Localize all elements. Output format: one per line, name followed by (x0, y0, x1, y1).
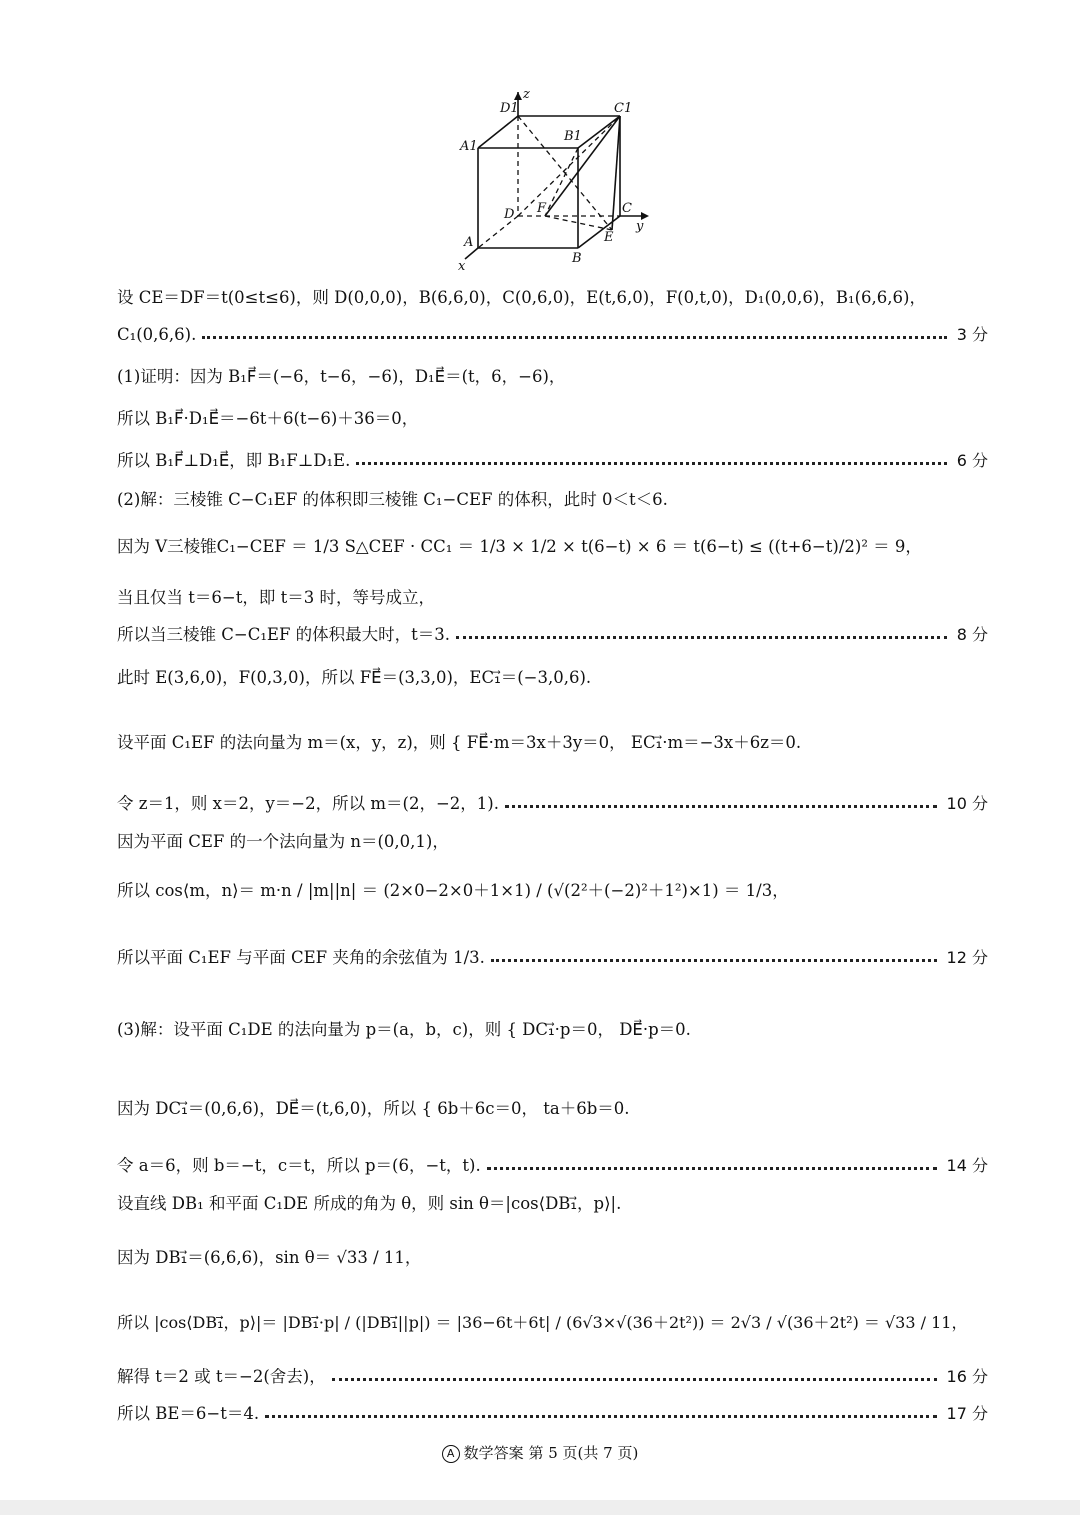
score-label: 14 分 (946, 1156, 988, 1176)
line-text: 因为 DC₁⃗＝(0,6,6)，DE⃗＝(t,6,0)，所以 { 6b＋6c＝0， ta＋6b＝0. (117, 1099, 630, 1118)
label-x: x (458, 259, 466, 274)
label-B1: B1 (564, 129, 582, 144)
label-D: D (504, 207, 515, 222)
solution-line (117, 1022, 988, 1039)
solution-line (117, 1101, 988, 1118)
solution-line (117, 1158, 988, 1175)
line-text: C₁(0,6,6). (117, 325, 197, 344)
dot-leader (202, 336, 946, 339)
line-text: 令 a＝6，则 b＝−t，c＝t，所以 p＝(6，−t，t). (117, 1156, 481, 1175)
score-label: 16 分 (946, 1367, 988, 1387)
line-text: 所以 B₁F⃗⊥D₁E⃗，即 B₁F⊥D₁E. (117, 451, 351, 470)
solution-line (117, 627, 988, 644)
line-text: 当且仅当 t＝6−t，即 t＝3 时，等号成立， (117, 588, 435, 607)
label-y: y (636, 219, 644, 234)
version-badge: A (442, 1445, 460, 1463)
line-text: (1)证明：因为 B₁F⃗＝(−6，t−6，−6)，D₁E⃗＝(t，6，−6)， (117, 367, 566, 386)
solution-line (117, 834, 988, 851)
line-text: 设 CE＝DF＝t(0≤t≤6)，则 D(0,0,0)，B(6,6,0)，C(0,6,0)，E(t,6,0)，F(0,t,0)，D₁(0,0,6)，B₁(6,6,6)， (117, 288, 926, 307)
solution-line (117, 1196, 988, 1213)
solution-line (117, 883, 988, 900)
score-label: 6 分 (956, 451, 988, 471)
solution-line (117, 369, 988, 386)
cube-figure (440, 78, 670, 278)
solution-line (117, 796, 988, 813)
footer-text: 数学答案 第 5 页(共 7 页) (463, 1444, 639, 1462)
line-text: 所以平面 C₁EF 与平面 CEF 夹角的余弦值为 1/3. (117, 948, 485, 967)
line-text: 所以 B₁F⃗·D₁E⃗＝−6t＋6(t−6)＋36＝0， (117, 409, 419, 428)
line-text: 所以 cos⟨m，n⟩＝ m·n / |m||n| ＝ (2×0−2×0＋1×1) / (√(2²＋(−2)²＋1²)×1) ＝ 1/3， (117, 881, 789, 900)
dot-leader (487, 1167, 937, 1170)
solution-line (117, 1315, 988, 1331)
line-text: 设平面 C₁EF 的法向量为 m＝(x，y，z)，则 { FE⃗·m＝3x＋3y＝0， EC₁⃗·m＝−3x＋6z＝0. (117, 733, 802, 752)
line-text: 所以 BE＝6−t＝4. (117, 1404, 260, 1423)
label-C: C (622, 201, 632, 216)
solution-line (117, 327, 988, 344)
solution-line (117, 539, 988, 556)
solution-line (117, 1369, 988, 1386)
line-text: (2)解：三棱锥 C−C₁EF 的体积即三棱锥 C₁−CEF 的体积，此时 0＜t＜6. (117, 490, 668, 509)
solution-line (117, 950, 988, 967)
line-text: 因为 DB₁⃗＝(6,6,6)，sin θ＝ √33 / 11， (117, 1248, 422, 1267)
line-text: 因为平面 CEF 的一个法向量为 n＝(0,0,1)， (117, 832, 449, 851)
solution-line (117, 411, 988, 428)
line-text: 设直线 DB₁ 和平面 C₁DE 所成的角为 θ，则 sin θ＝|cos⟨DB₁⃗，p⟩|. (117, 1194, 622, 1213)
dot-leader (456, 636, 947, 639)
line-text: 所以当三棱锥 C−C₁EF 的体积最大时，t＝3. (117, 625, 451, 644)
solution-line (117, 670, 988, 687)
solution-line (117, 1250, 988, 1267)
label-C1: C1 (614, 101, 633, 116)
solution-line (117, 735, 988, 752)
line-text: 令 z＝1，则 x＝2，y＝−2，所以 m＝(2，−2，1). (117, 794, 499, 813)
solution-line (117, 1406, 988, 1423)
line-text: (3)解：设平面 C₁DE 的法向量为 p＝(a，b，c)，则 { DC₁⃗·p＝0， DE⃗·p＝0. (117, 1020, 691, 1039)
solution-line (117, 290, 988, 307)
score-label: 10 分 (946, 794, 988, 814)
score-label: 3 分 (956, 325, 988, 345)
label-A: A (464, 235, 474, 250)
page-footer (0, 1442, 1080, 1463)
label-z: z (523, 87, 530, 102)
dot-leader (356, 462, 946, 465)
dot-leader (505, 805, 937, 808)
line-text: 所以 |cos⟨DB₁⃗，p⟩|＝ |DB₁⃗·p| / (|DB₁⃗||p|) ＝ |36−6t＋6t| / (6√3×√(36＋2t²)) ＝ 2√3 / √(36＋2t²) ＝ √33 / 11， (117, 1313, 968, 1332)
solution-line (117, 590, 988, 607)
dot-leader (332, 1378, 937, 1381)
line-text: 解得 t＝2 或 t＝−2(舍去)， (117, 1367, 326, 1386)
label-E: E (604, 230, 614, 245)
score-label: 17 分 (946, 1404, 988, 1424)
label-D1: D1 (500, 101, 519, 116)
solution-line (117, 453, 988, 470)
dot-leader (491, 959, 937, 962)
dot-leader (265, 1415, 936, 1418)
label-F: F (537, 201, 547, 216)
line-text: 因为 V三棱锥C₁−CEF ＝ 1/3 S△CEF · CC₁ ＝ 1/3 × 1/2 × t(6−t) × 6 ＝ t(6−t) ≤ ((t+6−t)/2)² ＝ 9， (117, 537, 922, 556)
score-label: 12 分 (946, 948, 988, 968)
score-label: 8 分 (956, 625, 988, 645)
line-text: 此时 E(3,6,0)，F(0,3,0)，所以 FE⃗＝(3,3,0)，EC₁⃗＝(−3,0,6). (117, 668, 592, 687)
solution-line (117, 492, 988, 509)
label-B: B (572, 251, 582, 266)
label-A1: A1 (460, 139, 478, 154)
bottom-strip (0, 1500, 1080, 1515)
